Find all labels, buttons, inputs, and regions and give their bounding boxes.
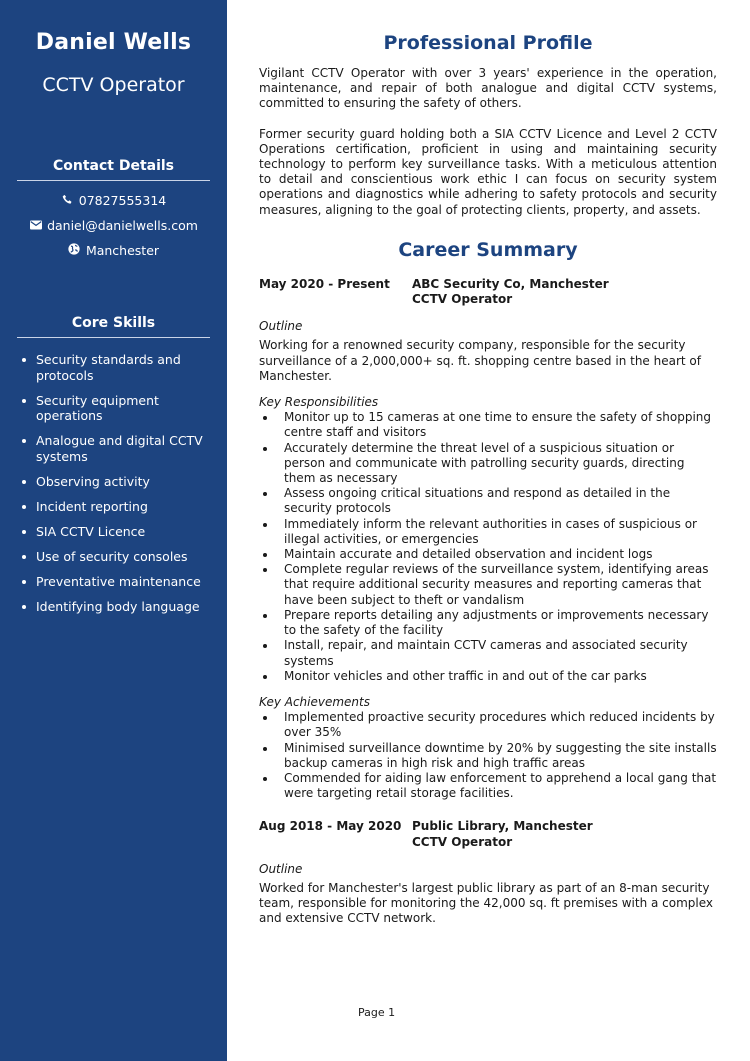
outline-label: Outline <box>259 319 303 334</box>
job-employer: Public Library, Manchester <box>412 819 593 834</box>
job-employer: ABC Security Co, Manchester <box>412 276 609 291</box>
skill-item: Incident reporting <box>20 499 213 515</box>
responsibility-item: Monitor vehicles and other traffic in and out of the car parks <box>259 669 717 684</box>
contact-heading: Contact Details <box>17 158 210 181</box>
job-outline: Worked for Manchester's largest public library as part of an 8-man security team, responsible for monitoring the 42,000 sq. ft premises with a complex and extensive CCTV network. <box>259 880 714 926</box>
sidebar <box>0 0 227 1061</box>
contact-phone <box>0 193 227 218</box>
achievement-item: Implemented proactive security procedures which reduced incidents by over 35% <box>259 710 717 740</box>
candidate-title: CCTV Operator <box>42 74 185 96</box>
contact-location <box>0 243 227 268</box>
responsibility-item: Maintain accurate and detailed observation and incident logs <box>259 547 717 562</box>
skill-item: Security standards and protocols <box>20 352 213 383</box>
job-header <box>259 819 717 849</box>
envelope-icon <box>29 219 42 234</box>
profile-paragraph: Former security guard holding both a SIA CCTV Licence and Level 2 CCTV Operations certification, proficient in using and maintaining security technology to perform key surveillance tasks. With a meticulous attention to detail and conscientious work ethic I can focus on security system operations and diagnostics while adhering to safety protocols and security measures, aligning to the goal of protecting clients, property, and assets. <box>259 126 717 217</box>
skill-item: Analogue and digital CCTV systems <box>20 433 213 464</box>
responsibility-item: Monitor up to 15 cameras at one time to ensure the safety of shopping centre staff and visitors <box>259 410 717 440</box>
job-header <box>259 277 717 307</box>
job-outline: Working for a renowned security company, responsible for the security surveillance of a 2,000,000+ sq. ft. shopping centre based in the heart of Manchester. <box>259 338 701 383</box>
achievement-item: Minimised surveillance downtime by 20% by suggesting the site installs backup cameras in high risk and high traffic areas <box>259 741 717 771</box>
responsibility-item: Install, repair, and maintain CCTV cameras and associated security systems <box>259 638 717 668</box>
responsibility-item: Prepare reports detailing any adjustments or improvements necessary to the safety of the facility <box>259 608 717 638</box>
job-role: CCTV Operator <box>412 292 513 307</box>
profile-heading: Professional Profile <box>383 32 593 54</box>
globe-icon <box>68 243 81 259</box>
responsibility-item: Assess ongoing critical situations and respond as detailed in the security protocols <box>259 486 717 516</box>
achievements-label: Key Achievements <box>259 694 370 709</box>
outline-label: Outline <box>259 861 303 876</box>
skill-item: Identifying body language <box>20 599 213 615</box>
contact-email <box>0 218 227 243</box>
job-dates: May 2020 - Present <box>259 276 390 291</box>
responsibility-item: Complete regular reviews of the surveillance system, identifying areas that require additional security measures and reporting cameras that have been subject to theft or vandalism <box>259 562 717 608</box>
contact-list <box>0 193 227 268</box>
candidate-name: Daniel Wells <box>35 30 192 55</box>
skills-list <box>0 352 227 614</box>
career-heading: Career Summary <box>398 238 578 261</box>
contact-location-text: Manchester <box>85 243 160 258</box>
page-number: Page 1 <box>358 1006 396 1019</box>
responsibilities-list <box>259 410 717 684</box>
responsibility-item: Immediately inform the relevant authorities in cases of suspicious or illegal activities, or emergencies <box>259 517 717 547</box>
skill-item: Security equipment operations <box>20 393 213 424</box>
skill-item: Preventative maintenance <box>20 574 213 590</box>
profile-paragraph: Vigilant CCTV Operator with over 3 years' experience in the operation, maintenance, and repair of both analogue and digital CCTV systems, committed to ensuring the safety of others. <box>259 66 717 111</box>
job-dates: Aug 2018 - May 2020 <box>259 819 402 834</box>
skill-item: Use of security consoles <box>20 549 213 565</box>
job-employer-block <box>412 277 609 307</box>
achievement-item: Commended for aiding law enforcement to apprehend a local gang that were targeting retail storage facilities. <box>259 771 717 801</box>
responsibility-item: Accurately determine the threat level of a suspicious situation or person and communicate with patrolling security guards, directing them as necessary <box>259 441 717 487</box>
phone-icon <box>61 194 74 209</box>
job-role: CCTV Operator <box>412 834 513 849</box>
skill-item: Observing activity <box>20 474 213 490</box>
responsibilities-label: Key Responsibilities <box>259 395 379 410</box>
job-employer-block <box>412 819 593 849</box>
job-entry <box>259 819 717 926</box>
contact-phone-text: 07827555314 <box>78 193 167 208</box>
job-entry <box>259 277 717 802</box>
skills-heading: Core Skills <box>17 315 210 338</box>
main-content <box>259 0 717 927</box>
contact-email-text: daniel@danielwells.com <box>47 218 198 233</box>
achievements-list <box>259 710 717 801</box>
skill-item: SIA CCTV Licence <box>20 524 213 540</box>
